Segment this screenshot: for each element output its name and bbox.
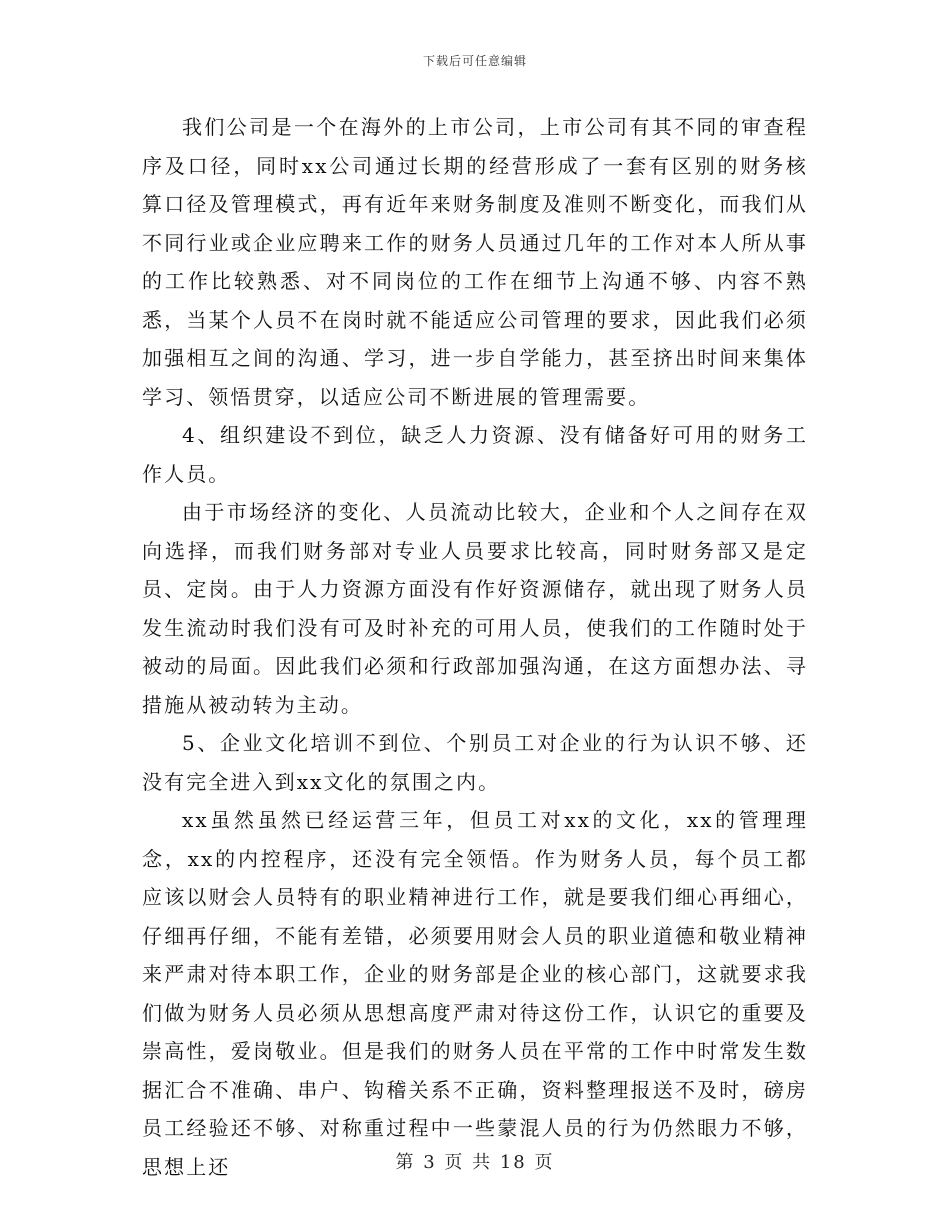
paragraph: xx虽然虽然已经运营三年，但员工对xx的文化，xx的管理理念，xx的内控程序，还没有完全领悟。作为财务人员，每个员工都应该以财会人员特有的职业精神进行工作，就是要我们细心再细心，仔细再仔细，不能有差错，必须要用财会人员的职业道德和敬业精神来严肃对待本职工作，企业的财务部是企业的核心部门，这就要求我们做为财务人员必须从思想高度严肃对待这份工作，认识它的重要及崇高性，爱岗敬业。但是我们的财务人员在平常的工作中时常发生数据汇合不准确、串户、钩稽关系不正确，资料整理报送不及时，磅房员工经验还不够、对称重过程中一些蒙混人员的行为仍然眼力不够，思想上还 <box>142 808 808 1179</box>
paragraph-heading: 5、企业文化培训不到位、个别员工对企业的行为认识不够、还没有完全进入到xx文化的氛围之内。 <box>142 731 808 794</box>
page-number-footer: 第 3 页 共 18 页 <box>395 1152 555 1173</box>
paragraph: 我们公司是一个在海外的上市公司，上市公司有其不同的审查程序及口径，同时xx公司通过长期的经营形成了一套有区别的财务核算口径及管理模式，再有近年来财务制度及准则不断变化，而我们从不同行业或企业应聘来工作的财务人员通过几年的工作对本人所从事的工作比较熟悉、对不同岗位的工作在细节上沟通不够、内容不熟悉，当某个人员不在岗时就不能适应公司管理的要求，因此我们必须加强相互之间的沟通、学习，进一步自学能力，甚至挤出时间来集体学习、领悟贯穿，以适应公司不断进展的管理需要。 <box>142 115 808 409</box>
paragraph-heading: 4、组织建设不到位，缺乏人力资源、没有储备好可用的财务工作人员。 <box>142 423 808 486</box>
page-header: 下载后可任意编辑 <box>422 54 527 68</box>
paragraph: 由于市场经济的变化、人员流动比较大，企业和个人之间存在双向选择，而我们财务部对专业人员要求比较高，同时财务部又是定员、定岗。由于人力资源方面没有作好资源储存，就出现了财务人员发生流动时我们没有可及时补充的可用人员，使我们的工作随时处于被动的局面。因此我们必须和行政部加强沟通，在这方面想办法、寻措施从被动转为主动。 <box>142 500 808 717</box>
document-body <box>142 108 808 1186</box>
